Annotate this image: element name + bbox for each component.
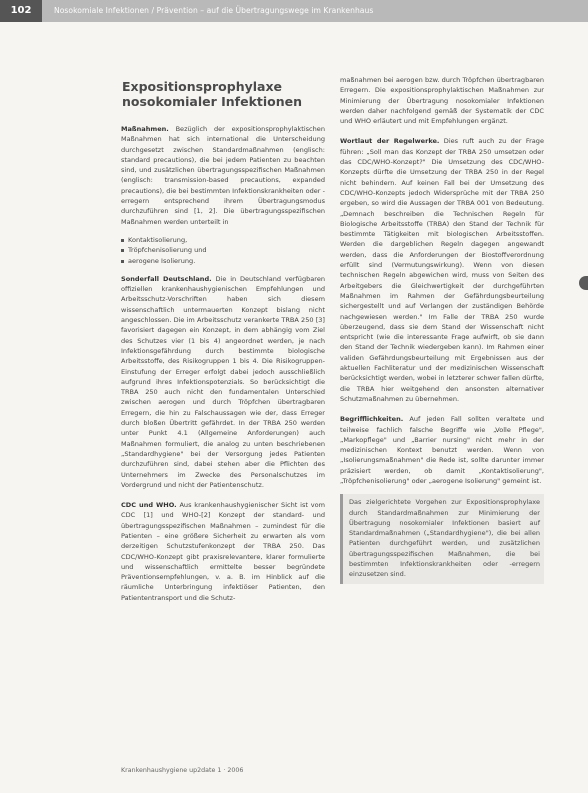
title-line-2: nosokomialer Infektionen xyxy=(122,94,303,109)
paragraph-text: Auf jeden Fall sollten veraltete und teilweise fachlich falsche Begriffe wie „Volle Pflege", „Markopflege" und „Barrier nursing" nicht mehr in der medizinischen Kontext benutzt werden. Wenn von „Isolierungsmaßnahmen" die Rede ist, sollte darunter immer präzisiert werden, ob damit „Kontaktisolierung", „Tröpfchenisolierung" oder „aerogene Isolierung" gemeint ist. xyxy=(340,415,544,485)
left-column xyxy=(121,124,325,611)
article-title xyxy=(122,79,322,109)
paragraph-lead: Maßnahmen. xyxy=(121,125,169,133)
summary-callout: Das zielgerichtete Vorgehen zur Expositionsprophylaxe durch Standardmaßnahmen zur Minimierung der Übertragung nosokomialer Infektionen basiert auf Standardmaßnahmen („Standardhygiene"), die bei allen Patienten durchgeführt werden, und zusätzlichen übertragungsspezifischen Maßnahmen, die bei bestimmten Infektionskrankheiten oder -erregern einzusetzen sind. xyxy=(340,494,544,583)
list-item: aerogene Isolierung. xyxy=(121,256,325,266)
page-number: 102 xyxy=(0,0,42,22)
paragraph-lead: Begrifflichkeiten. xyxy=(340,415,404,424)
paragraph-text: Bezüglich der expositionsprophylaktischen Maßnahmen hat sich international die Unterscheidung durchgesetzt zwischen Standardmaßnahmen (englisch: standard precautions), die bei jedem Patienten zu beachten sind, und zusätzlichen übertragungsspezifischen Maßnahmen (englisch: transmission-based precautions, expanded precautions), die bei bestimmten Infektionskrankheiten oder -erregern entsprechend ihrem Übertragungsmodus durchzuführen sind [1, 2]. Die übertragungsspezifischen Maßnahmen werden unterteilt in xyxy=(121,125,325,226)
page-footer: Krankenhaushygiene up2date 1 · 2006 xyxy=(121,767,244,774)
paragraph-text: Die in Deutschland verfügbaren offiziellen krankenhaushygienischen Empfehlungen und Arbeitsschutz-Vorschriften haben sich diesem wissenschaftlich untermauerten Konzept bislang nicht angeschlossen. Die im Arbeitsschutz verankerte TRBA 250 [3] favorisiert dagegen ein Konzept, in dem abhängig vom Ziel des Schutzes vier (1 bis 4) angeordnet werden, je nach Infektionsgefährdung durch bestimmte biologische Arbeitsstoffe, des Risikogruppen 1 bis 4. Die Risikogruppen-Einstufung der Erreger erfolgt dabei jedoch ausschließlich aufgrund ihres Infektionspotenzials. So berücksichtigt die TRBA 250 auch nicht den fundamentalen Unterschied zwischen aerogen und durch Tröpfchen übertragbaren Erregern, die hin zu Falschaussagen wie der, dass Erreger durch bloßen Übertritt gefährdet. In der TRBA 250 werden unter Punkt 4.1 (Allgemeine Anforderungen) auch Maßnahmen formuliert, die analog zu unten beschriebenen „Standardhygiene" bei der Versorgung jedes Patienten durchzuführen sind, dabei stehen aber die Pflichten des Unternehmers im Zwecke des Personalschutzes im Vordergrund und nicht der Patientenschutz. xyxy=(121,274,325,489)
page-edge-tab xyxy=(579,276,588,290)
paragraph-terminology xyxy=(340,414,544,486)
running-head-text: Nosokomiale Infektionen / Prävention – auf die Übertragungswege im Krankenhaus xyxy=(54,6,374,15)
title-line-1: Expositionsprophylaxe xyxy=(122,79,283,94)
precaution-list xyxy=(121,235,325,266)
paragraph-text: Dies ruft auch zu der Frage führen: „Soll man das Konzept der TRBA 250 umsetzen oder das CDC/WHO-Konzept?" Die Umsetzung des CDC/WHO-Konzepts dürfte die Umsetzung der TRBA 250 in der Regel nicht behindern. Auf keinen Fall bei der Umsetzung des CDC/WHO-Konzepts jedoch Widersprüche mit der TRBA 250 ergeben, so wird die Aussagen der TRBA 001 von Bedeutung. „Demnach beschreiben die Technischen Regeln für Biologische Arbeitsstoffe (TRBA) den Stand der Technik für bestimmte Tätigkeiten mit biologischen Arbeitsstoffen. Werden die dargeblichen Regeln dagegen angewandt werden, dass die Anforderungen der Biostoffverordnung erfüllt sind (Vermutungswirkung). Wenn von diesen technischen Regeln abgewichen wird, muss von Seiten des Arbeitgebers die Gleichwertigkeit der durchgeführten Maßnahmen im Rahmen der Gefährdungsbeurteilung sichergestellt und auf Verlangen der zuständigen Behörde nachgewiesen werden." Im Falle der TRBA 250 wurde überzeugend, dass sie dem Stand der Wissenschaft nicht entspricht (wie die interessante Frage aufwirft, ob sie dann den Stand der Technik wiedergeben kann). Im Rahmen einer validen Gefährdungsbeurteilung mit Ergebnissen aus der aktuellen Fachliteratur und der medizinischen Wissenschaft berücksichtigt werden, wobei in letzterer schwer fallen dürfte, die TRBA hier weitgehend den ansonsten alternativer Schutzmaßnahmen zu übernehmen. xyxy=(340,137,544,403)
paragraph-continuation xyxy=(340,75,544,126)
right-column xyxy=(340,75,544,584)
paragraph-germany xyxy=(121,274,325,490)
paragraph-text: maßnahmen bei aerogen bzw. durch Tröpfchen übertragbaren Erregern. Die expositionsprophylaktischen Maßnahmen zur Minimierung der Übertragung nosokomialer Infektionen werden daher nachfolgend gemäß der Systematik der CDC und WHO erläutert und mit Empfehlungen ergänzt. xyxy=(340,76,544,126)
list-item: Tröpfchenisolierung und xyxy=(121,245,325,255)
list-item: Kontaktisolierung, xyxy=(121,235,325,245)
paragraph-measures xyxy=(121,124,325,227)
paragraph-cdc-who xyxy=(121,500,325,603)
paragraph-lead: CDC und WHO. xyxy=(121,501,177,510)
paragraph-regulations xyxy=(340,136,544,404)
paragraph-text: Aus krankenhaushygienischer Sicht ist vom CDC [1] und WHO-[2] Konzept der standard- und übertragungsspezifischen Maßnahmen – zumindest für die Patienten – eine größere Sicherheit zu erwarten als vom derzeitigen Schutzstufenkonzept der TRBA 250. Das CDC/WHO-Konzept gibt praxisrelevantere, klarer formulierte und wissenschaftlich ermittelte besser begründete Präventionsempfehlungen, v. a. B. im Hinblick auf die räumliche Unterbringung infektiöser Patienten, den Patiententransport und die Schutz- xyxy=(121,501,325,602)
paragraph-lead: Sonderfall Deutschland. xyxy=(121,274,212,283)
paragraph-lead: Wortlaut der Regelwerke. xyxy=(340,137,440,146)
